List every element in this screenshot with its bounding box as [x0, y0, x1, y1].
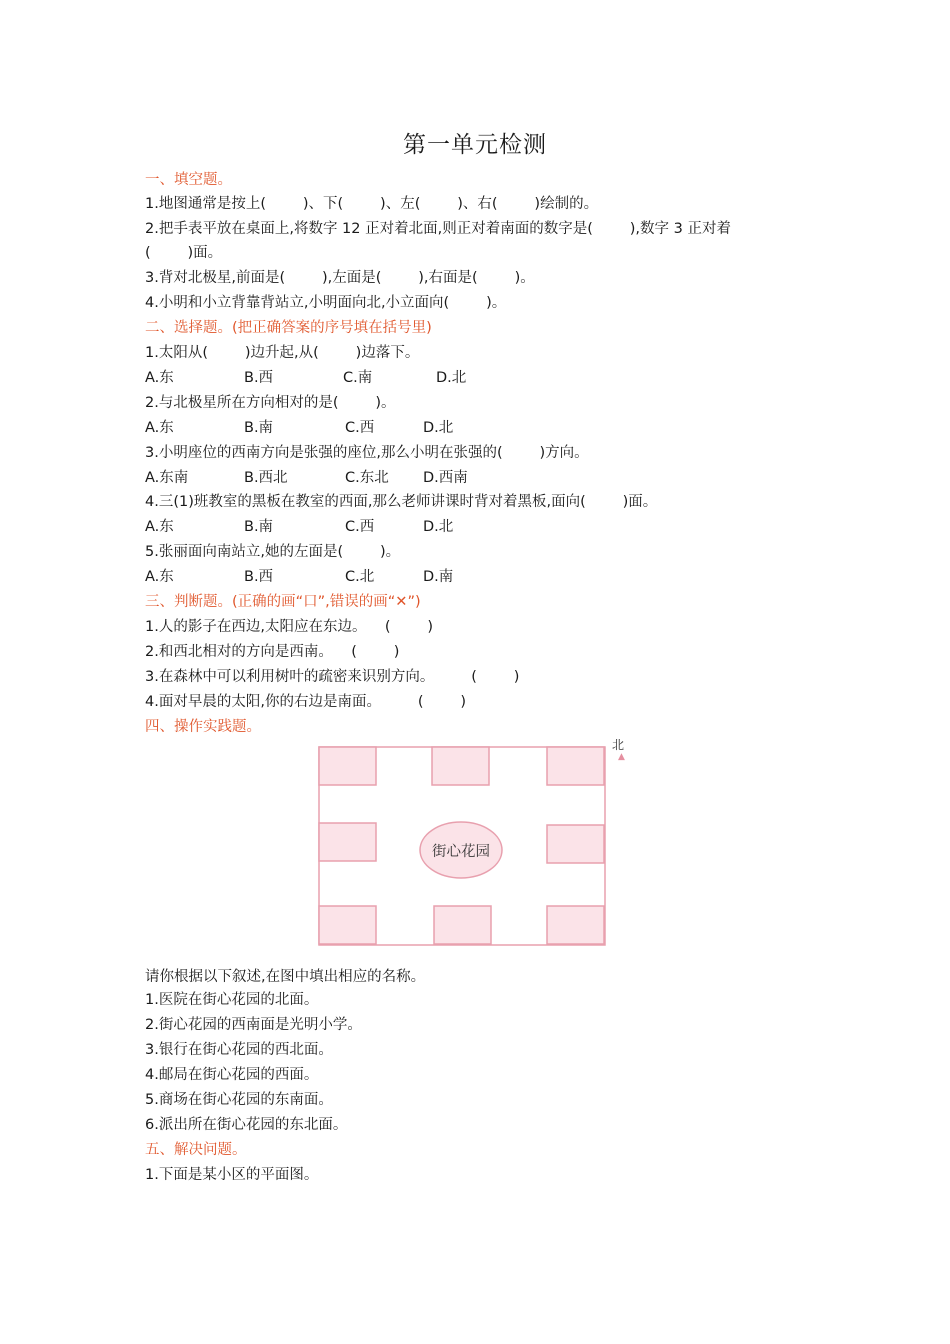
- page-title: 第一单元检测: [403, 132, 547, 158]
- section-heading-solve: 五、解决问题。: [145, 1142, 247, 1158]
- street-garden-map: [318, 746, 608, 948]
- fill-question-3: 3.背对北极星,前面是( ),左面是( ),右面是( )。: [145, 270, 535, 286]
- fill-question-2: 2.把手表平放在桌面上,将数字 12 正对着北面,则正对着南面的数字是( ),数字 3 正对着: [145, 221, 731, 237]
- practice-intro: 请你根据以下叙述,在图中填出相应的名称。: [145, 969, 426, 985]
- judge-question-2: 2.和西北相对的方向是西南。 ( ): [145, 644, 400, 660]
- map-plot-southwest: [319, 906, 376, 944]
- choice-question-2: 2.与北极星所在方向相对的是( )。: [145, 395, 396, 411]
- choice-5-option-b: B.西: [244, 569, 274, 585]
- section-heading-practice: 四、操作实践题。: [145, 719, 261, 735]
- solve-question-1: 1.下面是某小区的平面图。: [145, 1167, 319, 1183]
- choice-4-option-a: A.东: [145, 519, 174, 535]
- practice-item-3: 3.银行在街心花园的西北面。: [145, 1042, 333, 1058]
- practice-item-6: 6.派出所在街心花园的东北面。: [145, 1117, 348, 1133]
- choice-2-option-a: A.东: [145, 420, 174, 436]
- fill-question-1: 1.地图通常是按上( )、下( )、左( )、右( )绘制的。: [145, 196, 599, 212]
- north-label: 北: [612, 738, 625, 752]
- map-plot-east: [547, 825, 604, 863]
- judge-question-3: 3.在森林中可以利用树叶的疏密来识别方向。 ( ): [145, 669, 520, 685]
- choice-4-option-b: B.南: [244, 519, 274, 535]
- choice-1-option-c: C.南: [343, 370, 373, 386]
- map-plot-northwest: [319, 747, 376, 785]
- map-plot-south: [434, 906, 491, 944]
- choice-4-option-c: C.西: [345, 519, 375, 535]
- choice-4-option-d: D.北: [423, 519, 454, 535]
- map-plot-northeast: [547, 747, 604, 785]
- fill-question-2-cont: ( )面。: [145, 245, 223, 261]
- section-heading-choice: 二、选择题。(把正确答案的序号填在括号里): [145, 320, 432, 336]
- choice-2-option-c: C.西: [345, 420, 375, 436]
- section-heading-fill: 一、填空题。: [145, 172, 232, 188]
- section-heading-judge: 三、判断题。(正确的画“口”,错误的画“✕”): [145, 594, 421, 610]
- choice-2-option-d: D.北: [423, 420, 454, 436]
- practice-item-2: 2.街心花园的西南面是光明小学。: [145, 1017, 362, 1033]
- map-plot-southeast: [547, 906, 604, 944]
- map-plot-north: [432, 747, 489, 785]
- practice-item-5: 5.商场在街心花园的东南面。: [145, 1092, 333, 1108]
- choice-question-4: 4.三(1)班教室的黑板在教室的西面,那么老师讲课时背对着黑板,面向( )面。: [145, 494, 658, 510]
- choice-question-5: 5.张丽面向南站立,她的左面是( )。: [145, 544, 401, 560]
- practice-item-4: 4.邮局在街心花园的西面。: [145, 1067, 319, 1083]
- choice-3-option-b: B.西北: [244, 470, 288, 486]
- choice-1-option-d: D.北: [436, 370, 467, 386]
- north-arrow-icon: ▲: [618, 752, 625, 762]
- choice-1-option-b: B.西: [244, 370, 274, 386]
- choice-5-option-c: C.北: [345, 569, 375, 585]
- choice-3-option-d: D.西南: [423, 470, 468, 486]
- choice-question-1: 1.太阳从( )边升起,从( )边落下。: [145, 345, 420, 361]
- choice-3-option-c: C.东北: [345, 470, 389, 486]
- judge-question-4: 4.面对早晨的太阳,你的右边是南面。 ( ): [145, 694, 467, 710]
- choice-1-option-a: A.东: [145, 370, 174, 386]
- fill-question-4: 4.小明和小立背靠背站立,小明面向北,小立面向( )。: [145, 295, 507, 311]
- choice-5-option-a: A.东: [145, 569, 174, 585]
- choice-3-option-a: A.东南: [145, 470, 189, 486]
- map-plot-west: [319, 823, 376, 861]
- judge-question-1: 1.人的影子在西边,太阳应在东边。 ( ): [145, 619, 434, 635]
- map-center-label: 街心花园: [432, 844, 490, 860]
- choice-5-option-d: D.南: [423, 569, 454, 585]
- choice-question-3: 3.小明座位的西南方向是张强的座位,那么小明在张强的( )方向。: [145, 445, 589, 461]
- choice-2-option-b: B.南: [244, 420, 274, 436]
- practice-item-1: 1.医院在街心花园的北面。: [145, 992, 319, 1008]
